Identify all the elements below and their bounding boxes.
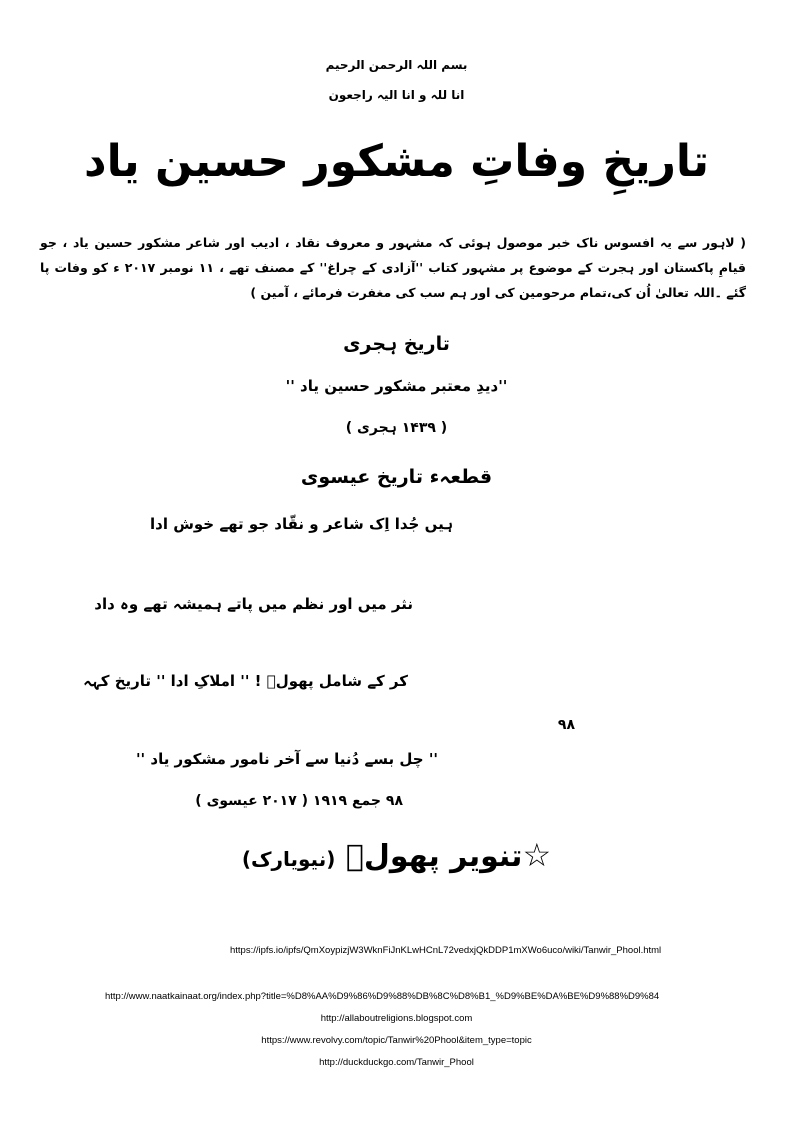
verse-line-1: ہیں جُدا اِک شاعر و نقّاد جو تھے خوش ادا bbox=[149, 515, 453, 533]
author-name: تنویر پھولؔ bbox=[345, 839, 523, 874]
reference-link-naatkainaat[interactable]: http://www.naatkainaat.org/index.php?title=%D8%AA%D9%86%D9%88%DB%8C%D8%B1_%D9%BE%DA%BE%D9%88%D9%84 bbox=[105, 991, 660, 1002]
verse-line-4: '' چل بسے دُنیا سے آخر نامور مشکور یاد '' bbox=[135, 750, 438, 768]
news-paragraph: ( لاہور سے یہ افسوس ناک خبر موصول ہوئی کہ مشہور و معروف نقاد ، ادیب اور شاعر مشکور حسین یاد ، جو قیامِ پاکستان اور ہجرت کے موضوع پر مشہور کتاب ''آزادی کے چراغ'' کے مصنف تھے ، ۱۱ نومبر ۲۰۱۷ ء کو وفات پا گئے ۔اللہ تعالیٰ اُن کی،تمام مرحومین کی اور ہم سب کی مغفرت فرمائے ، آمین ) bbox=[40, 235, 746, 300]
author-place: (نیویارک) bbox=[241, 847, 336, 871]
abjad-sum-line: ۹۸ جمع ۱۹۱۹ ( ۲۰۱۷ عیسوی ) bbox=[195, 793, 403, 809]
bismillah-line: بسم اللہ الرحمن الرحیم bbox=[325, 58, 468, 72]
inna-lillah-line: انا للہ و انا الیہ راجعون bbox=[328, 88, 465, 102]
verse-line-3: کر کے شامل پھولؔ ! '' املاکِ ادا '' تاریخ کہہ bbox=[83, 672, 408, 690]
reference-link-ipfs[interactable]: https://ipfs.io/ipfs/QmXoypizjW3WknFiJnKLwHCnL72vedxjQkDDP1mXWo6uco/wiki/Tanwir_Phool.html bbox=[230, 945, 662, 956]
reference-link-revolvy[interactable]: https://www.revolvy.com/topic/Tanwir%20Phool&item_type=topic bbox=[261, 1035, 532, 1046]
reference-link-duckduckgo[interactable]: http://duckduckgo.com/Tanwir_Phool bbox=[319, 1057, 474, 1068]
abjad-value-1: ۹۸ bbox=[557, 717, 575, 733]
page-title: تاریخِ وفاتِ مشکور حسین یاد bbox=[84, 136, 709, 187]
star-icon: ☆ bbox=[522, 836, 552, 874]
verse-line-2: نثر میں اور نظم میں پاتے ہمیشہ تھے وہ داد bbox=[94, 595, 413, 613]
isavi-heading: قطعہء تاریخ عیسوی bbox=[300, 466, 493, 488]
reference-link-blogspot[interactable]: http://allaboutreligions.blogspot.com bbox=[320, 1013, 473, 1024]
author-signature bbox=[0, 836, 793, 874]
hijri-phrase: ''دیدِ معتبر مشکور حسین یاد '' bbox=[285, 377, 508, 395]
hijri-year: ( ۱۴۳۹ ہجری ) bbox=[345, 420, 448, 436]
hijri-heading: تاریخ ہجری bbox=[343, 333, 450, 355]
